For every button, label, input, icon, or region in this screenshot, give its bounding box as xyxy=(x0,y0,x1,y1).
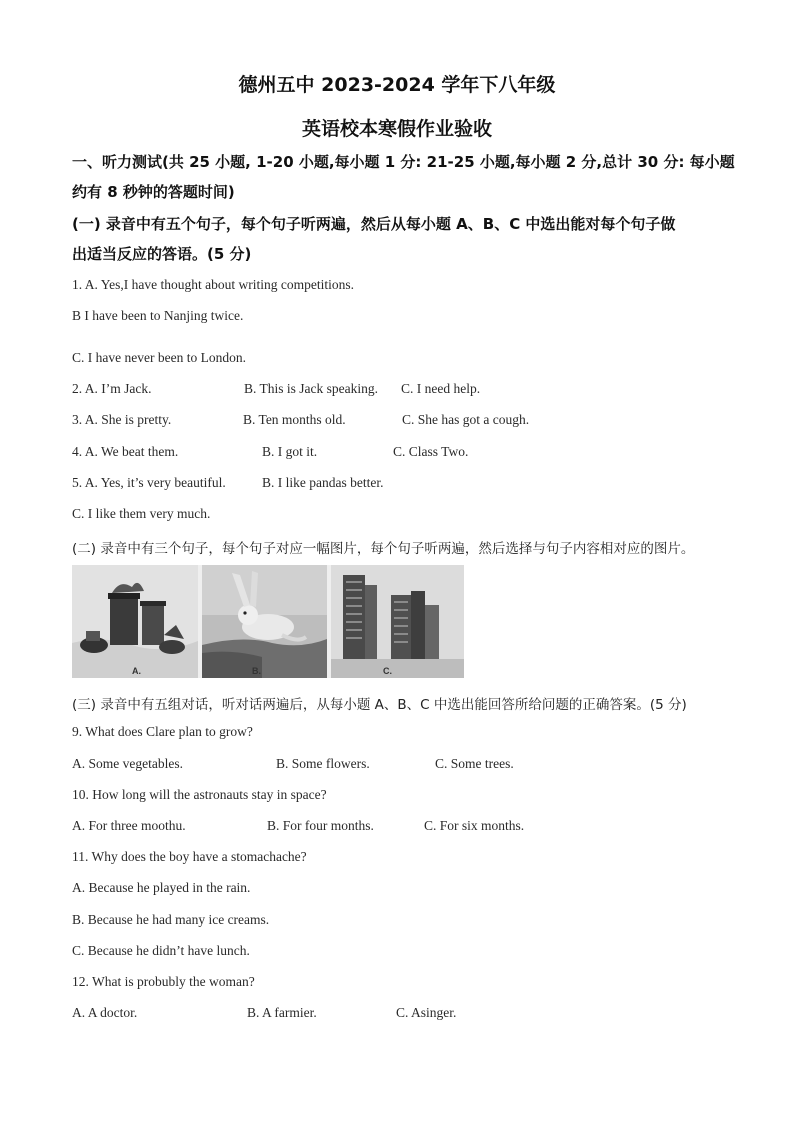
q9-option-c: C. Some trees. xyxy=(435,756,514,771)
q4-option-c: C. Class Two. xyxy=(393,444,469,459)
q3-option-c: C. She has got a cough. xyxy=(402,412,530,427)
q11-option-c: C. Because he didn’t have lunch. xyxy=(72,943,250,958)
exam-subtitle: 英语校本寒假作业验收 xyxy=(301,118,492,140)
section-heading-listening: 一、听力测试(共 25 小题, 1-20 小题,每小题 1 分: 21-25 小题,每小题 2 分,总计 30 分: 每小题 xyxy=(72,153,735,171)
picture-b-label: B. xyxy=(252,666,261,676)
part1-instruction: (一) 录音中有五个句子，每个句子听两遍，然后从每小题 A、B、C 中选出能对每个句子做 xyxy=(72,215,676,233)
q3-option-a: 3. A. She is pretty. xyxy=(72,412,172,427)
q12-option-c: C. Asinger. xyxy=(396,1005,457,1020)
q2-option-c: C. I need help. xyxy=(401,381,481,396)
q1-option-b: B I have been to Nanjing twice. xyxy=(72,308,244,323)
picture-strip xyxy=(72,565,464,678)
q1-option-a: 1. A. Yes,I have thought about writing competitions. xyxy=(72,277,354,292)
q12-option-b: B. A farmier. xyxy=(247,1005,317,1020)
q5-option-b: B. I like pandas better. xyxy=(262,475,384,490)
q5-option-c: C. I like them very much. xyxy=(72,506,211,521)
q1-option-c: C. I have never been to London. xyxy=(72,350,246,365)
q12-question: 12. What is probubly the woman? xyxy=(72,974,255,989)
q10-option-a: A. For three moothu. xyxy=(72,818,186,833)
rabbit-icon xyxy=(202,565,327,678)
q9-question: 9. What does Clare plan to grow? xyxy=(72,724,253,739)
section-heading-listening-cont: 约有 8 秒钟的答题时间) xyxy=(72,183,235,201)
picture-c xyxy=(331,565,464,678)
trash-bins-icon xyxy=(72,565,198,678)
q9-option-b: B. Some flowers. xyxy=(276,756,370,771)
q11-option-b: B. Because he had many ice creams. xyxy=(72,912,270,927)
part3-instruction: (三) 录音中有五组对话，听对话两遍后，从每小题 A、B、C 中选出能回答所给问题的正确答案。(5 分) xyxy=(72,697,687,713)
q5-option-a: 5. A. Yes, it’s very beautiful. xyxy=(72,475,226,490)
q12-option-a: A. A doctor. xyxy=(72,1005,138,1020)
q4-option-b: B. I got it. xyxy=(262,444,318,459)
exam-title: 德州五中 2023-2024 学年下八年级 xyxy=(238,74,556,96)
q2-option-b: B. This is Jack speaking. xyxy=(244,381,378,396)
picture-c-label: C. xyxy=(383,666,392,676)
picture-b xyxy=(202,565,327,678)
skyscrapers-icon xyxy=(331,565,464,678)
q3-option-b: B. Ten months old. xyxy=(243,412,346,427)
part2-instruction: (二) 录音中有三个句子，每个句子对应一幅图片，每个句子听两遍，然后选择与句子内容相对应的图片。 xyxy=(72,541,695,557)
q10-option-c: C. For six months. xyxy=(424,818,525,833)
part1-instruction-cont: 出适当反应的答语。(5 分) xyxy=(72,245,252,263)
q10-question: 10. How long will the astronauts stay in space? xyxy=(72,787,327,802)
q4-option-a: 4. A. We beat them. xyxy=(72,444,179,459)
picture-a xyxy=(72,565,198,678)
q2-option-a: 2. A. I’m Jack. xyxy=(72,381,152,396)
q10-option-b: B. For four months. xyxy=(267,818,374,833)
q9-option-a: A. Some vegetables. xyxy=(72,756,183,771)
q11-question: 11. Why does the boy have a stomachache? xyxy=(72,849,307,864)
picture-a-label: A. xyxy=(132,666,141,676)
q11-option-a: A. Because he played in the rain. xyxy=(72,880,251,895)
